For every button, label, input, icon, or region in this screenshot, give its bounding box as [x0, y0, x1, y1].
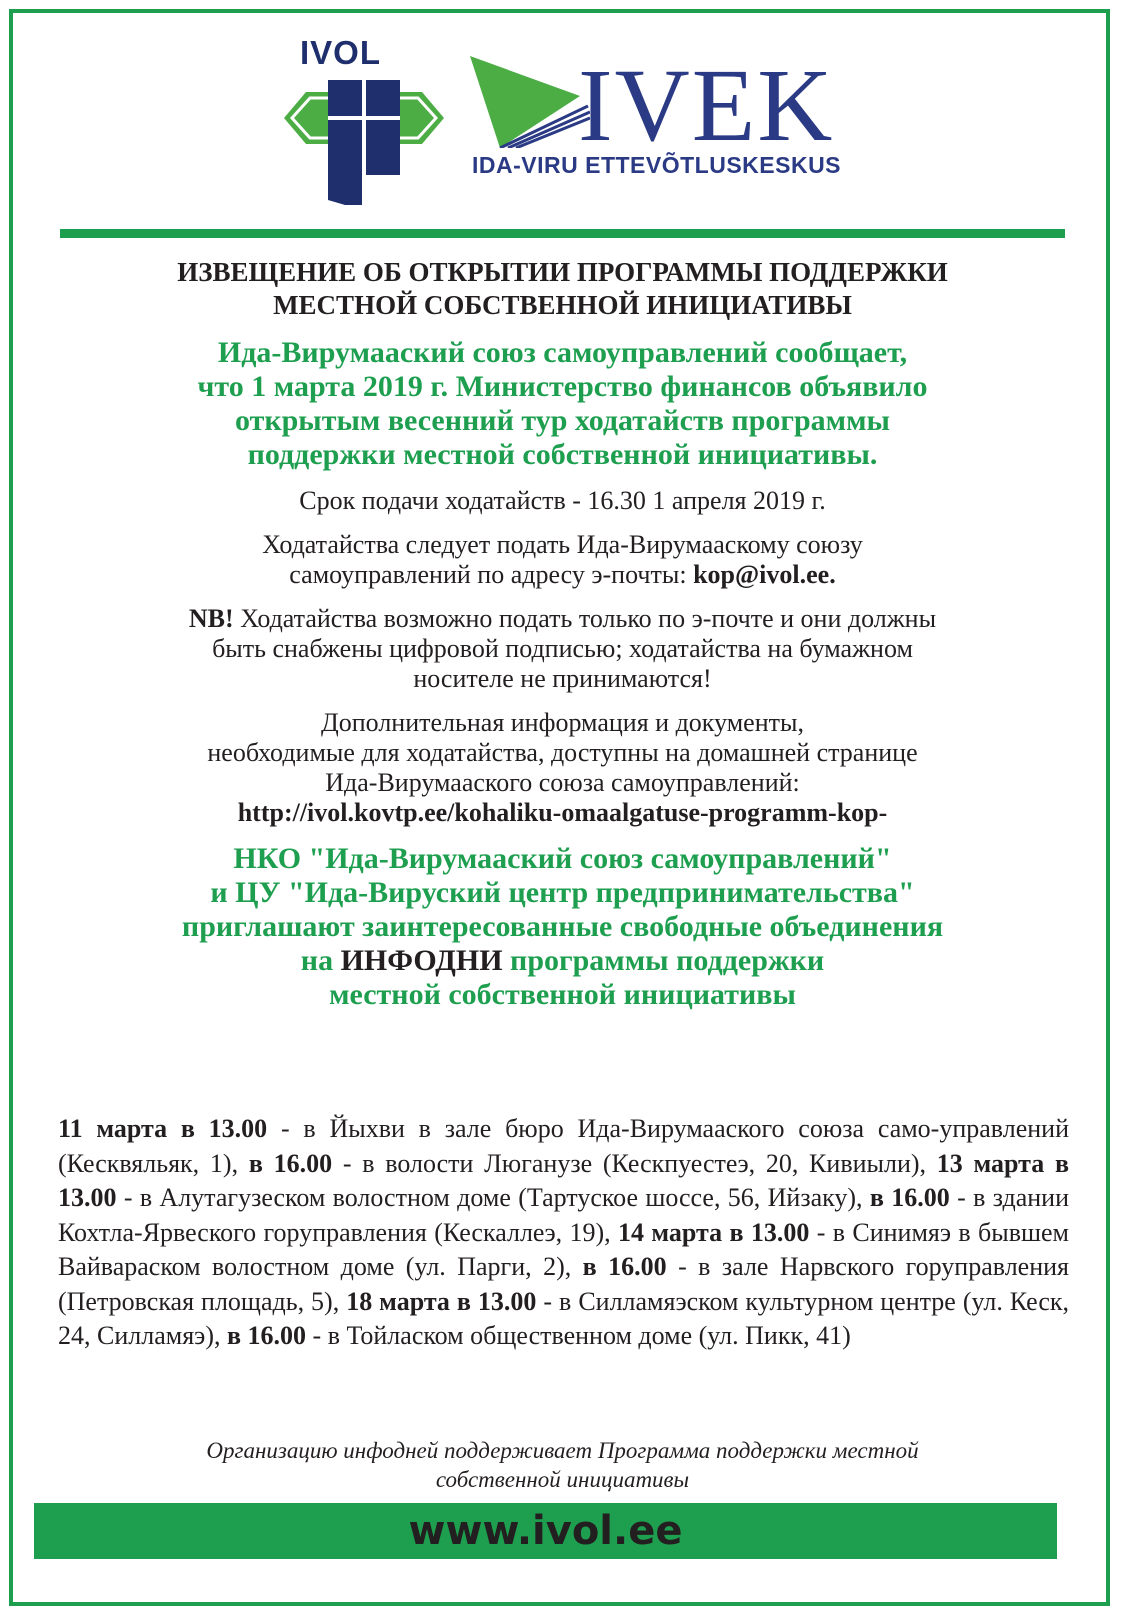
- logo-header: [0, 30, 1125, 215]
- invite-line-5: местной собственной инициативы: [329, 978, 796, 1011]
- schedule-time: в 16.00: [248, 1148, 333, 1178]
- info-line-3: Ида-Вирумааского союза самоуправлений:: [325, 768, 800, 797]
- schedule-time: 13 марта в 13.00: [58, 1148, 1070, 1212]
- info-url-link[interactable]: http://ivol.kovtp.ee/kohaliku-omaalgatuse-programm-kop-: [237, 798, 888, 827]
- ivek-wing-icon: [470, 56, 590, 148]
- schedule-text: - в Синимяэ в бывшем Вайвараском волостном доме (ул. Парги, 2),: [58, 1217, 1070, 1281]
- nb-line-1-text: Ходатайства возможно подать только по э-почте и они должны: [233, 604, 937, 633]
- website-link[interactable]: www.ivol.ee: [408, 1508, 683, 1554]
- schedule-time: 18 марта в 13.00: [346, 1286, 537, 1316]
- schedule-text: - в волости Люганузе (Кескпуестеэ, 20, Кивиыли),: [332, 1148, 937, 1178]
- schedule-text: - в Силламяэском культурном центре (ул. Кеск, 24, Силламяэ),: [58, 1286, 1070, 1350]
- invite-line-4-pre: на: [300, 944, 341, 977]
- more-info: [52, 708, 1073, 828]
- divider: [60, 229, 1065, 238]
- submit-line-2: [52, 560, 1073, 590]
- heading-line-1: ИЗВЕЩЕНИЕ ОБ ОТКРЫТИИ ПРОГРАММЫ ПОДДЕРЖКИ: [177, 257, 948, 287]
- invite-line-4-post: программы поддержки: [502, 944, 825, 977]
- announcement: [52, 336, 1073, 472]
- main-content: [52, 256, 1073, 1012]
- schedule-time: в 16.00: [226, 1321, 307, 1350]
- ivek-logo-subtitle: IDA-VIRU ETTEVÕTLUSKESKUS: [472, 152, 842, 178]
- email-link[interactable]: kop@ivol.ee.: [693, 560, 836, 589]
- info-line-1: Дополнительная информация и документы,: [321, 708, 804, 737]
- schedule-text: - в Тойласком общественном доме (ул. Пикк, 41): [306, 1321, 851, 1350]
- announcement-line: Ида-Вирумааский союз самоуправлений сообщает,: [217, 336, 908, 369]
- heading-line-2: МЕСТНОЙ СОБСТВЕННОЙ ИНИЦИАТИВЫ: [273, 290, 852, 320]
- invitation: [52, 842, 1073, 1012]
- invite-line-2: и ЦУ "Ида-Вируский центр предпринимательства": [210, 876, 915, 909]
- announcement-line: открытым весенний тур ходатайств программы: [235, 404, 890, 437]
- submit-info: [52, 530, 1073, 590]
- ivek-logo-text: IVEK: [578, 48, 835, 163]
- submit-line-2-text: самоуправлений по адресу э-почты:: [289, 560, 694, 589]
- schedule-time: 11 марта в 13.00: [58, 1114, 268, 1143]
- info-line-2: необходимые для ходатайства, доступны на домашней странице: [207, 738, 918, 767]
- nb-notice: [52, 604, 1073, 694]
- announcement-line: поддержки местной собственной инициативы.: [247, 438, 878, 471]
- schedule-paragraph: [58, 1112, 1069, 1354]
- invite-line-4: [52, 944, 1073, 978]
- schedule-text: - в Йыхви в зале бюро Ида-Вирумааского союза само-управлений (Кесквяльяк, 1),: [58, 1114, 1069, 1178]
- nb-line-3: носителе не принимаются!: [413, 664, 712, 693]
- infodni-label: ИНФОДНИ: [340, 944, 503, 977]
- ivol-logo-text: IVOL: [300, 34, 382, 71]
- schedule-text: - в здании Кохтла-Ярвеского горуправления (Кескаллеэ, 19),: [58, 1183, 1070, 1247]
- deadline: Срок подачи ходатайств - 16.30 1 апреля 2019 г.: [299, 486, 826, 515]
- schedule-text: - в Алутагузеском волостном доме (Тартуское шоссе, 56, Ийзаку),: [116, 1183, 870, 1212]
- website-bar: [34, 1503, 1057, 1559]
- nb-label: NB!: [188, 604, 234, 633]
- schedule-time: 14 марта в 13.00: [618, 1217, 810, 1247]
- announcement-line: что 1 марта 2019 г. Министерство финансов объявило: [197, 370, 928, 403]
- schedule-text: - в зале Нарвского горуправления (Петровская площадь, 5),: [58, 1252, 1069, 1316]
- footer-note: [52, 1436, 1073, 1494]
- nb-line-1: [52, 604, 1073, 634]
- invite-line-1: НКО "Ида-Вирумааский союз самоуправлений": [233, 842, 892, 875]
- footer-note-line-1: Организацию инфодней поддерживает Программа поддержки местной: [206, 1438, 919, 1463]
- submit-line-1: Ходатайства следует подать Ида-Вирумаaскому союзу: [262, 530, 863, 559]
- schedule-time: в 16.00: [582, 1252, 667, 1281]
- invite-line-3: приглашают заинтересованные свободные объединения: [181, 910, 944, 943]
- nb-line-2: быть снабжены цифровой подписью; ходатайства на бумажном: [212, 634, 913, 663]
- footer-note-line-2: собственной инициативы: [435, 1467, 690, 1492]
- schedule-time: в 16.00: [869, 1183, 950, 1212]
